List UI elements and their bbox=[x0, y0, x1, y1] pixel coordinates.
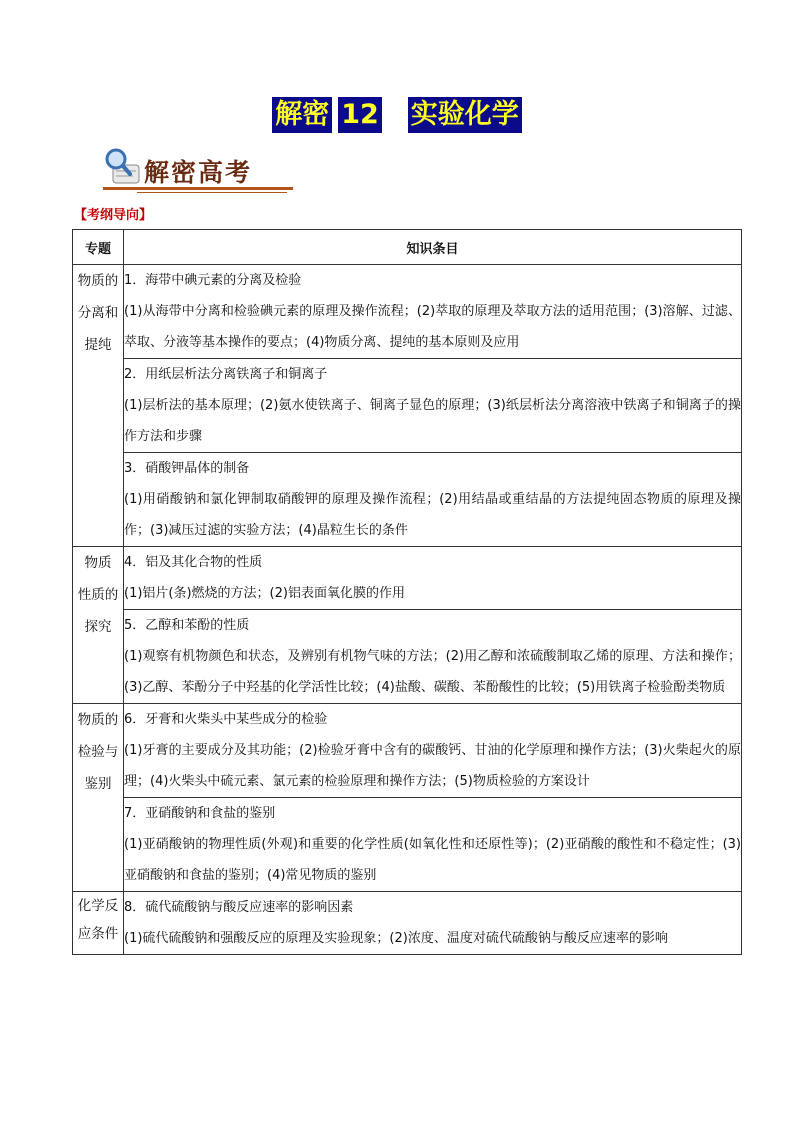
title-part-3: 实验化学 bbox=[408, 97, 522, 133]
item-cell bbox=[124, 704, 742, 798]
table-row bbox=[73, 892, 742, 955]
item-desc: (1)用硝酸钠和氯化钾制取硝酸钾的原理及操作流程；(2)用结晶或重结晶的方法提纯固态物质的原理及操作；(3)减压过滤的实验方法；(4)晶粒生长的条件 bbox=[124, 492, 741, 538]
item-title: 4．铝及其化合物的性质 bbox=[124, 555, 263, 570]
table-row bbox=[73, 453, 742, 547]
item-cell bbox=[124, 453, 742, 547]
header-knowledge: 知识条目 bbox=[124, 230, 742, 265]
banner-underline-thin bbox=[137, 192, 287, 193]
item-desc: (1)亚硝酸钠的物理性质(外观)和重要的化学性质(如氧化性和还原性等)；(2)亚硝酸的酸性和不稳定性；(3)亚硝酸钠和食盐的鉴别；(4)常见物质的鉴别 bbox=[124, 837, 741, 883]
item-title: 1．海带中碘元素的分离及检验 bbox=[124, 273, 302, 288]
item-desc: (1)牙膏的主要成分及其功能；(2)检验牙膏中含有的碳酸钙、甘油的化学原理和操作方法；(3)火柴起火的原理；(4)火柴头中硫元素、氯元素的检验原理和操作方法；(5)物质检验的方案设计 bbox=[124, 743, 741, 789]
page-title-wrap bbox=[0, 97, 794, 133]
topic-line: 鉴别 bbox=[84, 776, 112, 792]
item-title: 8．硫代硫酸钠与酸反应速率的影响因素 bbox=[124, 900, 354, 915]
item-cell bbox=[124, 610, 742, 704]
item-title: 6．牙膏和火柴头中某些成分的检验 bbox=[124, 712, 328, 727]
topic-line: 物质的 bbox=[77, 273, 119, 289]
table-row bbox=[73, 359, 742, 453]
table-row bbox=[73, 265, 742, 359]
item-cell bbox=[124, 265, 742, 359]
magnifier-notebook-icon bbox=[99, 143, 147, 191]
banner bbox=[97, 143, 297, 199]
item-title: 3．硝酸钾晶体的制备 bbox=[124, 461, 250, 476]
title-part-2: 12 bbox=[338, 97, 382, 133]
item-title: 5．乙醇和苯酚的性质 bbox=[124, 618, 250, 633]
topic-cell bbox=[73, 892, 124, 955]
topic-cell bbox=[73, 547, 124, 704]
item-desc: (1)铝片(条)燃烧的方法；(2)铝表面氧化膜的作用 bbox=[124, 586, 405, 601]
topic-line: 化学反 bbox=[77, 898, 119, 914]
topic-line: 提纯 bbox=[84, 337, 112, 353]
item-cell bbox=[124, 547, 742, 610]
page-title bbox=[272, 97, 522, 133]
topic-cell bbox=[73, 704, 124, 892]
item-title: 2．用纸层析法分离铁离子和铜离子 bbox=[124, 367, 328, 382]
item-desc: (1)观察有机物颜色和状态，及辨别有机物气味的方法；(2)用乙醇和浓硫酸制取乙烯的原理、方法和操作；(3)乙醇、苯酚分子中羟基的化学活性比较；(4)盐酸、碳酸、苯酚酸性的比较；(5)用铁离子检验酚类物质 bbox=[124, 649, 741, 695]
table-row bbox=[73, 704, 742, 798]
topic-line: 分离和 bbox=[77, 305, 119, 321]
topic-cell bbox=[73, 265, 124, 547]
topic-line: 探究 bbox=[84, 619, 112, 635]
banner-text: 解密高考 bbox=[144, 158, 253, 187]
table-row bbox=[73, 547, 742, 610]
item-cell bbox=[124, 798, 742, 892]
topic-line: 应条件 bbox=[77, 926, 119, 942]
syllabus-table bbox=[72, 229, 742, 955]
table-row bbox=[73, 798, 742, 892]
table-header-row bbox=[73, 230, 742, 265]
topic-line: 物质的 bbox=[77, 712, 119, 728]
item-desc: (1)层析法的基本原理；(2)氨水使铁离子、铜离子显色的原理；(3)纸层析法分离溶液中铁离子和铜离子的操作方法和步骤 bbox=[124, 398, 741, 444]
title-gap bbox=[388, 97, 402, 133]
topic-line: 检验与 bbox=[77, 744, 119, 760]
item-desc: (1)硫代硫酸钠和强酸反应的原理及实验现象；(2)浓度、温度对硫代硫酸钠与酸反应速率的影响 bbox=[124, 931, 668, 946]
item-desc: (1)从海带中分离和检验碘元素的原理及操作流程；(2)萃取的原理及萃取方法的适用范围；(3)溶解、过滤、萃取、分液等基本操作的要点；(4)物质分离、提纯的基本原则及应用 bbox=[124, 304, 741, 350]
title-part-1: 解密 bbox=[272, 97, 332, 133]
section-label: 【考纲导向】 bbox=[74, 208, 153, 223]
header-topic: 专题 bbox=[73, 230, 124, 265]
banner-underline bbox=[103, 187, 293, 190]
item-cell bbox=[124, 359, 742, 453]
topic-line: 性质的 bbox=[77, 587, 119, 603]
item-title: 7．亚硝酸钠和食盐的鉴别 bbox=[124, 806, 276, 821]
table-row bbox=[73, 610, 742, 704]
item-cell bbox=[124, 892, 742, 955]
topic-line: 物质 bbox=[84, 555, 112, 571]
